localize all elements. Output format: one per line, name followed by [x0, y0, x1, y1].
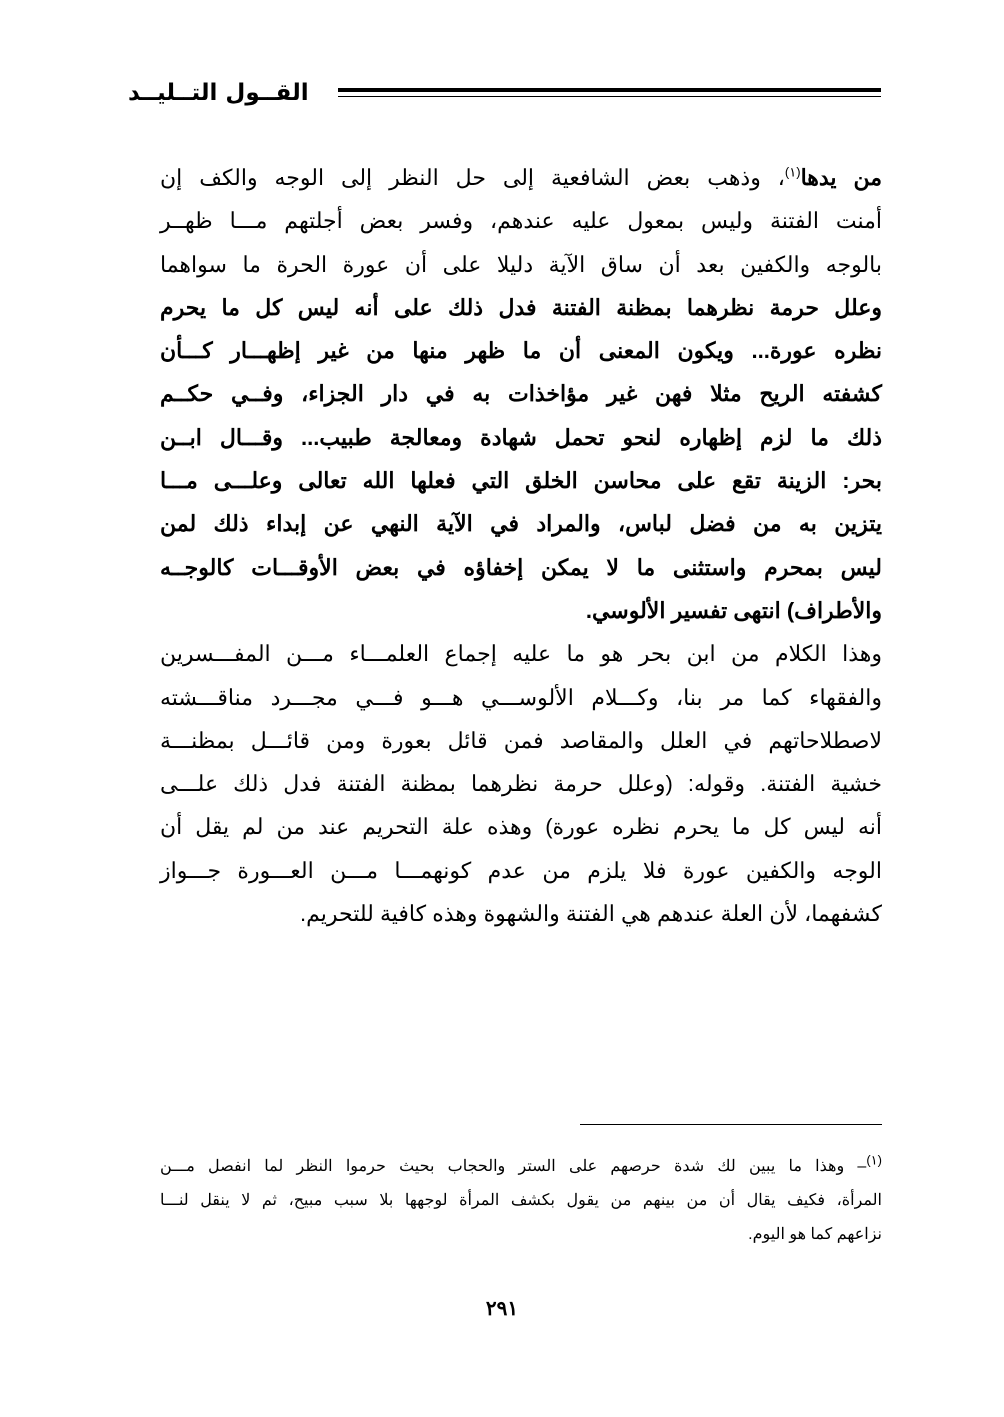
header-rule	[338, 88, 881, 92]
header-rule-thin	[338, 96, 881, 97]
quote-line: نظره عورة... ويكون المعنى أن ما ظهر منها من غير إظهـــار كـــأن	[160, 338, 882, 364]
footnote	[160, 1150, 882, 1252]
footnote-line: نزاعهم كما هو اليوم.	[748, 1226, 882, 1243]
text-line: بالوجه والكفين بعد أن ساق الآية دليلا على أن عورة الحرة ما سواهما	[160, 251, 882, 277]
quote-line: والأطراف) انتهى تفسير الألوسي.	[585, 597, 882, 623]
text-line: لاصطلاحاتهم في العلل والمقاصد فمن قائل بعورة ومن قائـــل بمظنـــة	[160, 727, 882, 753]
quote-line: بحر: الزينة تقع على محاسن الخلق التي فعلها الله تعالى وعلـــى مـــا	[160, 468, 882, 494]
footnote-separator	[580, 1124, 882, 1125]
quote-line: ليس بمحرم واستثنى ما لا يمكن إخفاؤه في بعض الأوقـــات كالوجــه	[160, 554, 882, 580]
footnote-line	[160, 1150, 882, 1184]
footnote-text: – وهذا ما يبين لك شدة حرصهم على الستر والحجاب بحيث حرموا النظر لما انفصل مـــن	[160, 1158, 867, 1175]
quote-line: يتزين به من فضل لباس، والمراد في الآية النهي عن إبداء ذلك لمن	[160, 511, 882, 537]
text-line: كشفهما، لأن العلة عندهم هي الفتنة والشهوة وهذه كافية للتحريم.	[300, 901, 882, 927]
quote-line: كشفته الريح مثلا فهن غير مؤاخذات به في دار الجزاء، وفــي حكــم	[160, 381, 882, 407]
text-line: أنه ليس كل ما يحرم نظره عورة) وهذه علة التحريم عند من لم يقل أن	[160, 814, 882, 840]
text-span: ، وذهب بعض الشافعية إلى حل النظر إلى الوجه والكف إن	[160, 165, 785, 190]
text-line: خشية الفتنة. وقوله: (وعلل حرمة نظرهما بمظنة الفتنة فدل ذلك علـــى	[160, 771, 882, 797]
footnote-line: المرأة، فكيف يقال أن من بينهم من يقول بكشف المرأة لوجهها بلا سبب مبيح، ثم لا ينقل لنـــا	[160, 1192, 882, 1209]
quote-line: وعلل حرمة نظرهما بمظنة الفتنة فدل ذلك على أنه ليس كل ما يحرم	[160, 294, 882, 320]
main-text	[160, 156, 882, 935]
footnote-reference[interactable]: (١)	[784, 164, 801, 180]
footnote-marker: (١)	[866, 1152, 882, 1168]
quote-line: ذلك ما لزم إظهاره لنحو تحمل شهادة ومعالجة طبيب... وقـــال ابــن	[160, 424, 882, 450]
text-line: وهذا الكلام من ابن بحر هو ما عليه إجماع العلمـــاء مـــن المفـــسرين	[160, 641, 882, 667]
text-line: والفقهاء كما مر بنا، وكـــلام الألوســـي هـــو فـــي مجـــرد مناقـــشته	[160, 684, 882, 710]
text-line: أمنت الفتنة وليس بمعول عليه عندهم، وفسر بعض أجلتهم مـــا ظهــر	[160, 208, 882, 234]
page-number: ٢٩١	[485, 1298, 519, 1320]
bold-phrase: من يدها	[800, 165, 883, 190]
running-header-title: القــول التــليــد	[128, 80, 309, 106]
text-line: الوجه والكفين عورة فلا يلزم من عدم كونهمـــا مـــن العـــورة جـــواز	[160, 857, 882, 883]
text-line	[160, 156, 882, 199]
